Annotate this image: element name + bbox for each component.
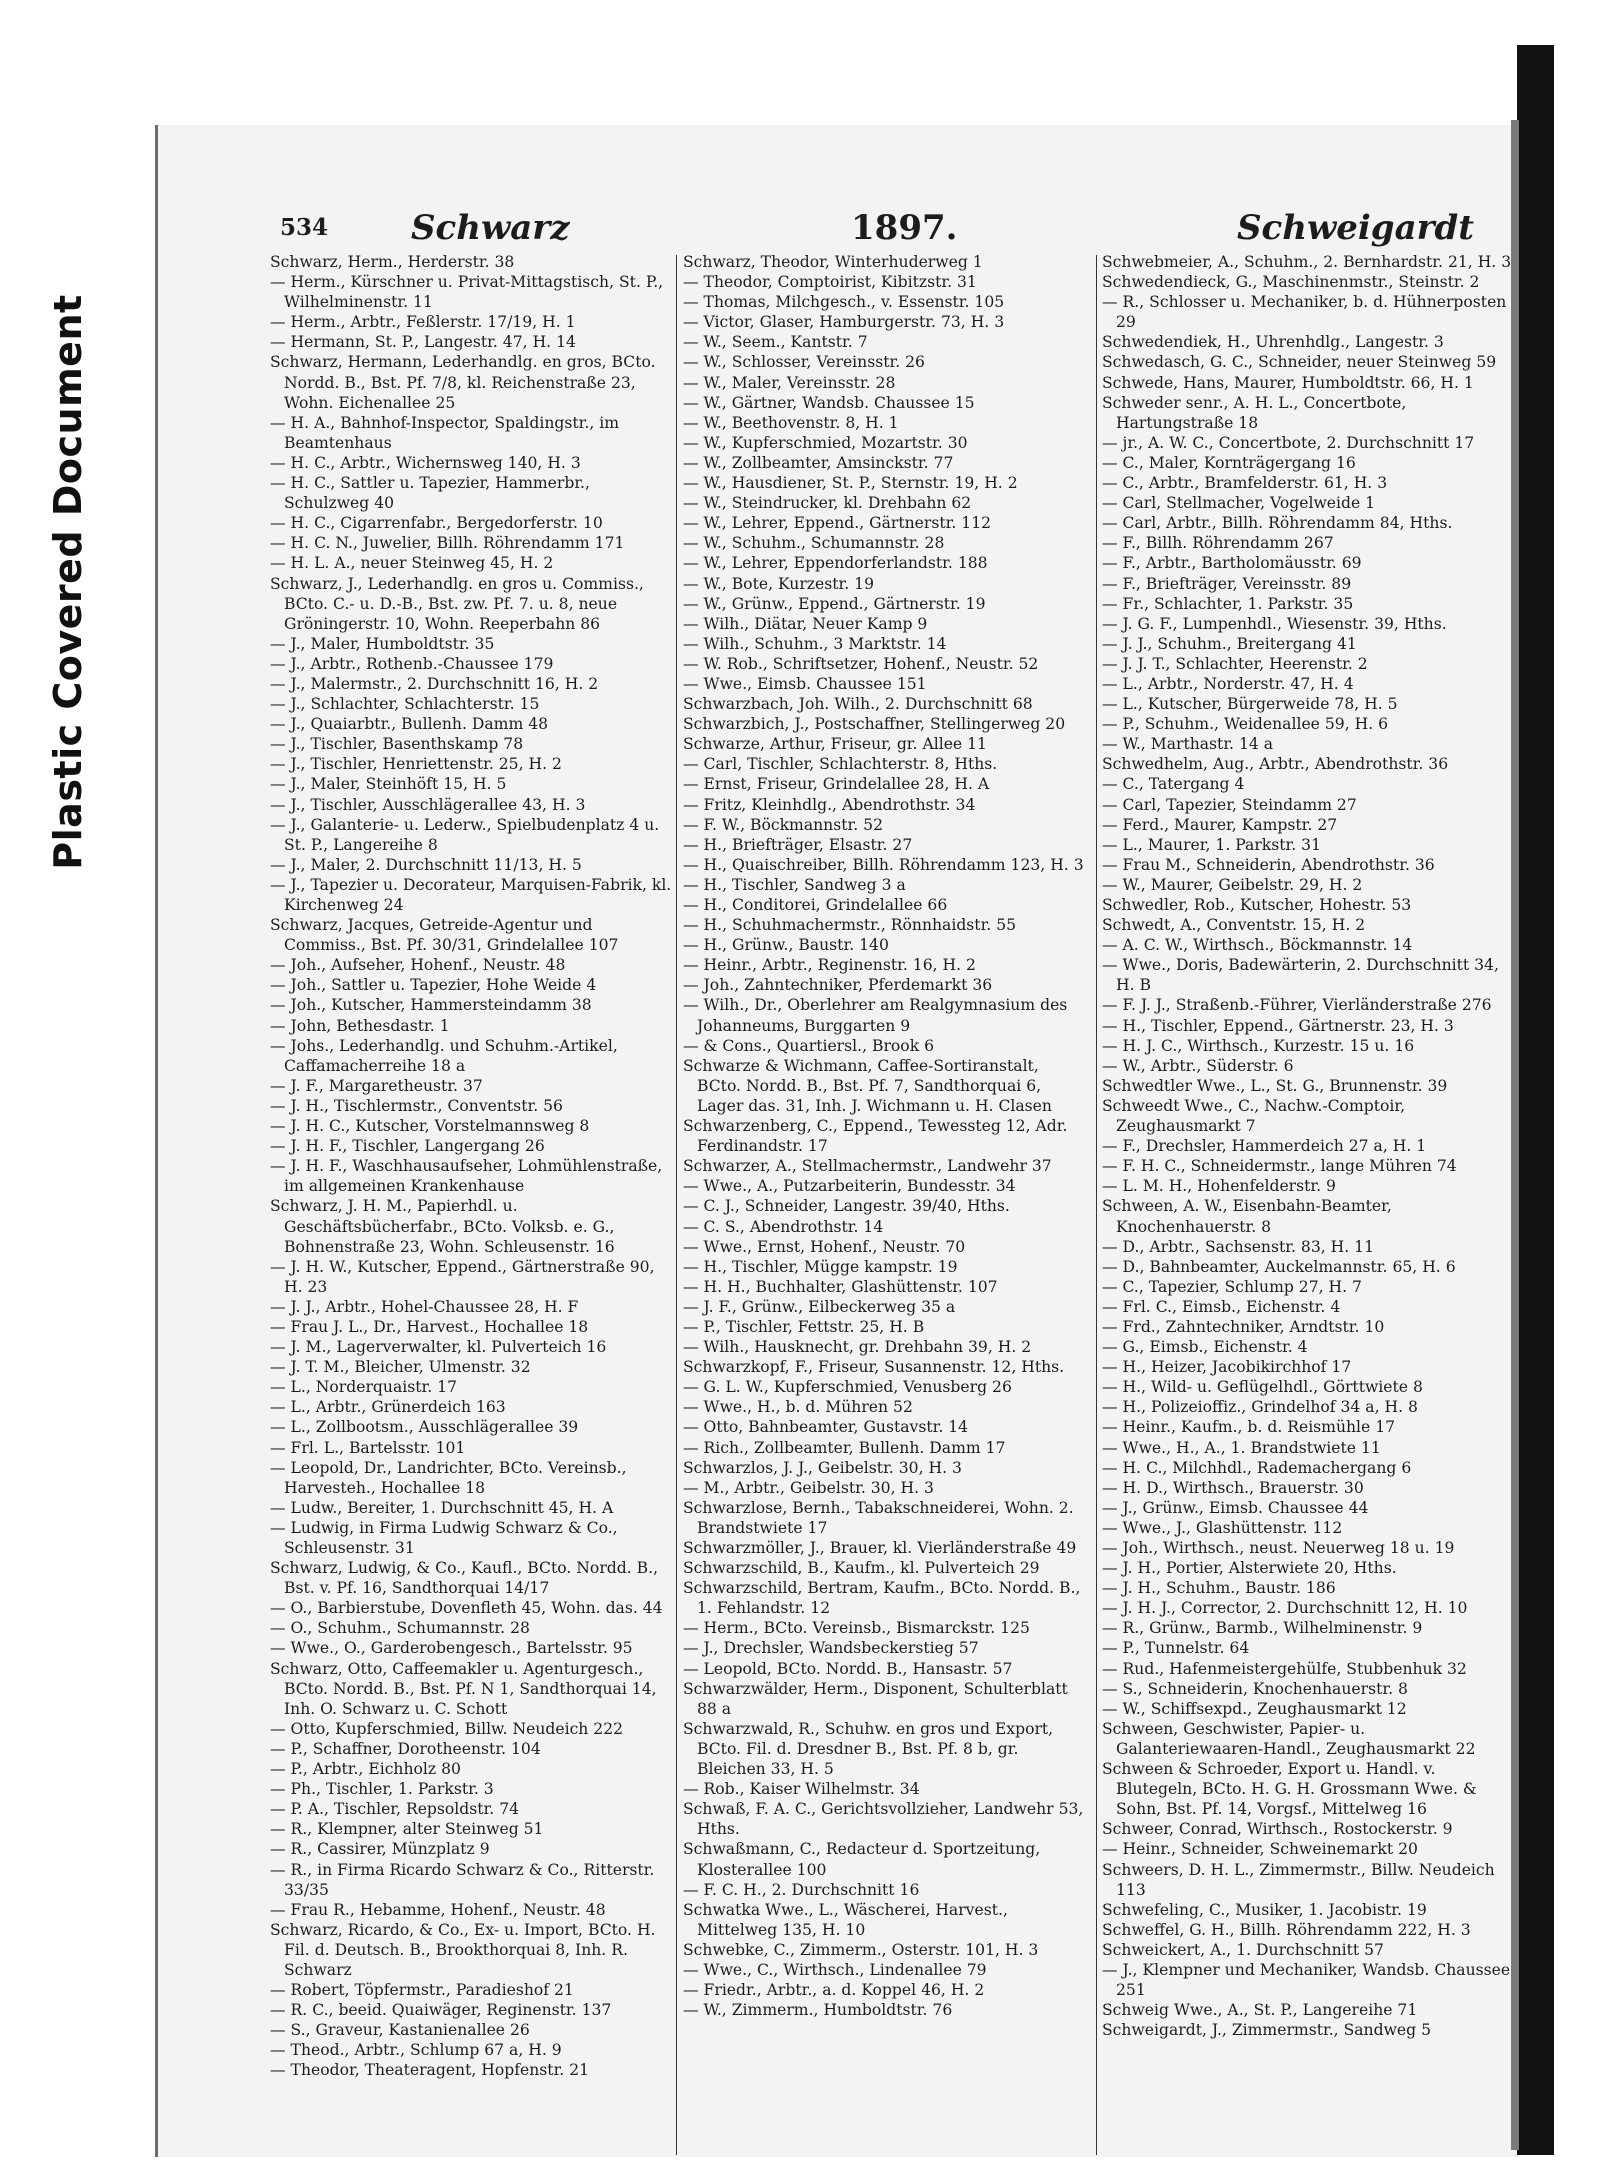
directory-entry: — J., Klempner und Mechaniker, Wandsb. Chaussee 251 — [1102, 1960, 1511, 2000]
directory-entry: — H., Heizer, Jacobikirchhof 17 — [1102, 1358, 1352, 1377]
directory-entry: Schwarz, Ludwig, & Co., Kaufl., BCto. Nordd. B., Bst. v. Pf. 16, Sandthorquai 14/17 — [270, 1559, 659, 1598]
directory-entry: — W., Grünw., Eppend., Gärtnerstr. 19 — [683, 594, 986, 613]
directory-entry: — P., Tischler, Fettstr. 25, H. B — [683, 1317, 925, 1336]
directory-entry: Schwarz, Otto, Caffeemakler u. Agenturgesch., BCto. Nordd. B., Bst. Pf. N 1, Sandthorquai 14, Inh. O. Schwarz u. C. Schott — [270, 1659, 657, 1718]
directory-entry: — Ferd., Maurer, Kampstr. 27 — [1102, 815, 1338, 834]
page-header — [265, 208, 1474, 256]
directory-entry: — R., Schlosser u. Mechaniker, b. d. Hühnerposten 29 — [1102, 293, 1507, 332]
directory-entry: — R. C., beeid. Quaiwäger, Reginenstr. 137 — [270, 2001, 612, 2020]
directory-entry: Schwarz, Jacques, Getreide-Agentur und Commiss., Bst. Pf. 30/31, Grindelallee 107 — [270, 916, 619, 955]
directory-entry: — Joh., Zahntechniker, Pferdemarkt 36 — [683, 976, 993, 995]
directory-entry: Schween, A. W., Eisenbahn-Beamter, Knochenhauerstr. 8 — [1102, 1197, 1392, 1236]
directory-entry: — Wwe., A., Putzarbeiterin, Bundesstr. 34 — [683, 1177, 1016, 1196]
directory-entry: — W., Zollbeamter, Amsinckstr. 77 — [683, 453, 954, 472]
directory-entry: — H. A., Bahnhof-Inspector, Spaldingstr., im Beamtenhaus — [270, 413, 620, 452]
directory-entry: — H., Tischler, Mügge kampstr. 19 — [683, 1257, 958, 1276]
directory-column-2 — [683, 252, 1085, 2020]
directory-entry: Schwarzbach, Joh. Wilh., 2. Durchschnitt 68 — [683, 695, 1033, 714]
directory-entry: — Johs., Lederhandlg. und Schuhm.-Artikel, Caffamacherreihe 18 a — [270, 1036, 618, 1075]
directory-entry: — Robert, Töpfermstr., Paradieshof 21 — [270, 1981, 574, 2000]
directory-entry: Schweer, Conrad, Wirthsch., Rostockerstr. 9 — [1102, 1820, 1453, 1839]
directory-entry: Schweers, D. H. L., Zimmermstr., Billw. Neudeich 113 — [1102, 1860, 1495, 1899]
directory-entry: — Wwe., Eimsb. Chaussee 151 — [683, 674, 927, 693]
directory-entry: Schwedler, Rob., Kutscher, Hohestr. 53 — [1102, 896, 1412, 914]
directory-entry: Schwedendieck, G., Maschinenmstr., Steinstr. 2 — [1102, 273, 1480, 292]
directory-entry: — H. C., Cigarrenfabr., Bergedorferstr. 10 — [270, 514, 603, 533]
directory-entry: — John, Bethesdastr. 1 — [270, 1016, 450, 1035]
directory-entry: — W., Maurer, Geibelstr. 29, H. 2 — [1102, 875, 1363, 894]
directory-entry: — P., Arbtr., Eichholz 80 — [270, 1760, 461, 1779]
directory-entry: — J., Maler, 2. Durchschnitt 11/13, H. 5 — [270, 855, 582, 874]
directory-entry: Schweig Wwe., A., St. P., Langereihe 71 — [1102, 2001, 1418, 2020]
directory-entry: — J. H., Schuhm., Baustr. 186 — [1102, 1579, 1336, 1598]
directory-entry: Schweffel, G. H., Billh. Röhrendamm 222, H. 3 — [1102, 1920, 1471, 1939]
directory-entry: — H., Polizeioffiz., Grindelhof 34 a, H. 8 — [1102, 1398, 1418, 1417]
directory-entry: — J., Arbtr., Rothenb.-Chaussee 179 — [270, 654, 554, 673]
directory-entry: — C., Tapezier, Schlump 27, H. 7 — [1102, 1277, 1362, 1296]
directory-entry: — J., Maler, Humboldtstr. 35 — [270, 634, 495, 653]
directory-entry: — F. H. C., Schneidermstr., lange Mühren 74 — [1102, 1157, 1457, 1176]
directory-entry: — H. H., Buchhalter, Glashüttenstr. 107 — [683, 1277, 998, 1296]
directory-entry: — H., Quaischreiber, Billh. Röhrendamm 123, H. 3 — [683, 855, 1084, 874]
directory-entry: — J. H. C., Kutscher, Vorstelmannsweg 8 — [270, 1117, 590, 1136]
directory-entry: — F., Briefträger, Vereinsstr. 89 — [1102, 574, 1352, 593]
directory-entry: — H., Conditorei, Grindelallee 66 — [683, 896, 948, 914]
directory-entry: Schwarzschild, Bertram, Kaufm., BCto. Nordd. B., 1. Fehlandstr. 12 — [683, 1579, 1081, 1618]
directory-entry: — Heinr., Schneider, Schweinemarkt 20 — [1102, 1840, 1418, 1859]
directory-entry: — Frd., Zahntechniker, Arndtstr. 10 — [1102, 1317, 1385, 1336]
directory-entry: — W., Marthastr. 14 a — [1102, 735, 1274, 754]
directory-entry: — S., Graveur, Kastanienallee 26 — [270, 2021, 530, 2040]
directory-entry: — W., Kupferschmied, Mozartstr. 30 — [683, 433, 968, 452]
directory-entry: — Wwe., O., Garderobengesch., Bartelsstr. 95 — [270, 1639, 633, 1658]
directory-entry: — J., Tapezier u. Decorateur, Marquisen-Fabrik, kl. Kirchenweg 24 — [270, 875, 672, 914]
directory-entry: — J. M., Lagerverwalter, kl. Pulverteich 16 — [270, 1338, 607, 1357]
directory-entry: — J. H., Tischlermstr., Conventstr. 56 — [270, 1096, 563, 1115]
directory-entry: — A. C. W., Wirthsch., Böckmannstr. 14 — [1102, 936, 1413, 955]
directory-entry: — H., Grünw., Baustr. 140 — [683, 936, 889, 955]
directory-entry: — L., Norderquaistr. 17 — [270, 1378, 458, 1397]
directory-entry: — J. H. F., Tischler, Langergang 26 — [270, 1137, 545, 1156]
directory-entry: — Fr., Schlachter, 1. Parkstr. 35 — [1102, 594, 1354, 613]
directory-entry: — W., Seem., Kantstr. 7 — [683, 333, 868, 352]
directory-entry: — Heinr., Arbtr., Reginenstr. 16, H. 2 — [683, 956, 976, 975]
directory-entry: — O., Barbierstube, Dovenfleth 45, Wohn. das. 44 — [270, 1599, 663, 1618]
directory-entry: — W., Gärtner, Wandsb. Chaussee 15 — [683, 393, 975, 412]
right-running-heading: Schweigardt — [1237, 208, 1474, 248]
directory-entry: — H. D., Wirthsch., Brauerstr. 30 — [1102, 1478, 1364, 1497]
directory-entry: — J., Quaiarbtr., Bullenh. Damm 48 — [270, 715, 549, 734]
directory-entry: — M., Arbtr., Geibelstr. 30, H. 3 — [683, 1478, 934, 1497]
directory-entry: — Ludw., Bereiter, 1. Durchschnitt 45, H. A — [270, 1498, 614, 1517]
directory-entry: — Hermann, St. P., Langestr. 47, H. 14 — [270, 333, 576, 352]
directory-entry: — J. G. F., Lumpenhdl., Wiesenstr. 39, Hths. — [1102, 614, 1447, 633]
directory-entry: — Herm., BCto. Vereinsb., Bismarckstr. 125 — [683, 1619, 1030, 1638]
directory-entry: — J. H. J., Corrector, 2. Durchschnitt 12, H. 10 — [1102, 1599, 1468, 1618]
directory-entry: — Joh., Kutscher, Hammersteindamm 38 — [270, 996, 592, 1015]
directory-entry: — J. H. F., Waschhausaufseher, Lohmühlenstraße, im allgemeinen Krankenhause — [270, 1157, 663, 1196]
directory-entry: — Leopold, BCto. Nordd. B., Hansastr. 57 — [683, 1659, 1013, 1678]
directory-entry: Schwarzenberg, C., Eppend., Tewessteg 12, Adr. Ferdinandstr. 17 — [683, 1117, 1068, 1156]
left-running-heading: Schwarz — [411, 208, 570, 248]
directory-entry: Schwedendiek, H., Uhrenhdlg., Langestr. 3 — [1102, 333, 1444, 352]
directory-entry: Schwarz, Hermann, Lederhandlg. en gros, BCto. Nordd. B., Bst. Pf. 7/8, kl. Reichenstraße 23, Wohn. Eichenallee 25 — [270, 353, 656, 412]
directory-entry: — Frl. C., Eimsb., Eichenstr. 4 — [1102, 1297, 1341, 1316]
directory-entry: — F., Arbtr., Bartholomäusstr. 69 — [1102, 554, 1362, 573]
directory-entry: Schwarzwälder, Herm., Disponent, Schulterblatt 88 a — [683, 1679, 1068, 1718]
directory-entry: — F., Drechsler, Hammerdeich 27 a, H. 1 — [1102, 1137, 1427, 1156]
directory-entry: — H., Tischler, Sandweg 3 a — [683, 875, 906, 894]
directory-entry: — Ludwig, in Firma Ludwig Schwarz & Co., Schleusenstr. 31 — [270, 1518, 618, 1557]
directory-entry: — W., Beethovenstr. 8, H. 1 — [683, 413, 899, 432]
directory-entry: — Theod., Arbtr., Schlump 67 a, H. 9 — [270, 2041, 562, 2060]
directory-entry: — Wilh., Diätar, Neuer Kamp 9 — [683, 614, 928, 633]
year-heading: 1897. — [851, 208, 958, 248]
directory-entry: — Joh., Sattler u. Tapezier, Hohe Weide 4 — [270, 976, 597, 995]
directory-entry: — J., Tischler, Ausschlägerallee 43, H. 3 — [270, 795, 586, 814]
directory-entry: — H., Schuhmachermstr., Rönnhaidstr. 55 — [683, 916, 1017, 935]
directory-entry: — L., Arbtr., Norderstr. 47, H. 4 — [1102, 674, 1354, 693]
directory-entry: — R., in Firma Ricardo Schwarz & Co., Ritterstr. 33/35 — [270, 1860, 655, 1899]
directory-entry: — H. L. A., neuer Steinweg 45, H. 2 — [270, 554, 554, 573]
directory-entry: — C. J., Schneider, Langestr. 39/40, Hths. — [683, 1197, 1010, 1216]
directory-entry: Schwaßmann, C., Redacteur d. Sportzeitung, Klosterallee 100 — [683, 1840, 1041, 1879]
directory-entry: — Frau J. L., Dr., Harvest., Hochallee 18 — [270, 1317, 589, 1336]
directory-entry: Schwarz, Theodor, Winterhuderweg 1 — [683, 253, 983, 271]
directory-entry: Schwarz, J., Lederhandlg. en gros u. Commiss., BCto. C.- u. D.-B., Bst. zw. Pf. 7. u. 8, neue Gröningerstr. 10, Wohn. Reeperbahn 86 — [270, 574, 644, 633]
directory-entry: — Wilh., Hausknecht, gr. Drehbahn 39, H. 2 — [683, 1338, 1032, 1357]
directory-entry: Schwarze, Arthur, Friseur, gr. Allee 11 — [683, 735, 987, 754]
page-number: 534 — [280, 214, 329, 241]
directory-entry: Schweedt Wwe., C., Nachw.-Comptoir, Zeughausmarkt 7 — [1102, 1096, 1406, 1136]
directory-entry: — W., Schuhm., Schumannstr. 28 — [683, 534, 945, 553]
directory-entry: — J. H., Portier, Alsterwiete 20, Hths. — [1102, 1559, 1397, 1578]
directory-entry: — Carl, Tischler, Schlachterstr. 8, Hths. — [683, 755, 998, 774]
directory-entry: — Frl. L., Bartelsstr. 101 — [270, 1438, 466, 1457]
directory-entry: Schwarzlos, J. J., Geibelstr. 30, H. 3 — [683, 1458, 962, 1477]
directory-entry: — R., Grünw., Barmb., Wilhelminenstr. 9 — [1102, 1619, 1423, 1638]
directory-entry: — Friedr., Arbtr., a. d. Koppel 46, H. 2 — [683, 1981, 985, 2000]
directory-entry: — Otto, Bahnbeamter, Gustavstr. 14 — [683, 1418, 969, 1437]
directory-entry: — Wwe., H., b. d. Mühren 52 — [683, 1398, 913, 1417]
directory-entry: — W. Rob., Schriftsetzer, Hohenf., Neustr. 52 — [683, 654, 1039, 673]
directory-entry: — S., Schneiderin, Knochenhauerstr. 8 — [1102, 1679, 1408, 1698]
directory-entry: — Victor, Glaser, Hamburgerstr. 73, H. 3 — [683, 313, 1005, 332]
directory-entry: — L., Kutscher, Bürgerweide 78, H. 5 — [1102, 695, 1398, 714]
directory-entry: — J., Drechsler, Wandsbeckerstieg 57 — [683, 1639, 979, 1658]
directory-entry: — J., Schlachter, Schlachterstr. 15 — [270, 695, 540, 714]
directory-entry: — C., Arbtr., Bramfelderstr. 61, H. 3 — [1102, 474, 1388, 493]
directory-entry: Schwedhelm, Aug., Arbtr., Abendrothstr. 36 — [1102, 755, 1449, 774]
directory-entry: — W., Schlosser, Vereinsstr. 26 — [683, 353, 925, 372]
directory-entry: Schwarzwald, R., Schuhw. en gros und Export, BCto. Fil. d. Dresdner B., Bst. Pf. 8 b, gr. Bleichen 33, H. 5 — [683, 1719, 1054, 1779]
directory-entry: — J. T. M., Bleicher, Ulmenstr. 32 — [270, 1358, 531, 1377]
directory-entry: — F. W., Böckmannstr. 52 — [683, 815, 883, 834]
side-label — [18, 0, 98, 2177]
directory-entry: — Ernst, Friseur, Grindelallee 28, H. A — [683, 775, 990, 794]
directory-entry: — R., Cassirer, Münzplatz 9 — [270, 1840, 490, 1859]
directory-entry: — Wilh., Dr., Oberlehrer am Realgymnasium des Johanneums, Burggarten 9 — [683, 996, 1068, 1035]
directory-entry: — Fritz, Kleinhdlg., Abendrothstr. 34 — [683, 795, 976, 814]
directory-entry: Schwarz, J. H. M., Papierhdl. u. Geschäftsbücherfabr., BCto. Volksb. e. G., Bohnenstraße 23, Wohn. Schleusenstr. 16 — [270, 1197, 615, 1256]
directory-entry: — Thomas, Milchgesch., v. Essenstr. 105 — [683, 293, 1005, 312]
directory-entry: Schweder senr., A. H. L., Concertbote, Hartungstraße 18 — [1102, 393, 1407, 432]
directory-entry: — J., Maler, Steinhöft 15, H. 5 — [270, 775, 507, 794]
book-spine — [1517, 45, 1554, 2155]
directory-entry: — P., Tunnelstr. 64 — [1102, 1639, 1250, 1658]
directory-entry: — H., Briefträger, Elsastr. 27 — [683, 835, 913, 854]
directory-entry: Schwarzmöller, J., Brauer, kl. Vierländerstraße 49 — [683, 1539, 1077, 1557]
directory-entry: Schweickert, A., 1. Durchschnitt 57 — [1102, 1940, 1384, 1959]
directory-entry: — R., Klempner, alter Steinweg 51 — [270, 1820, 544, 1839]
directory-entry: — J. J., Schuhm., Breitergang 41 — [1102, 634, 1357, 653]
directory-entry: — Rob., Kaiser Wilhelmstr. 34 — [683, 1780, 920, 1799]
directory-entry: — L., Maurer, 1. Parkstr. 31 — [1102, 835, 1322, 854]
directory-entry: — H., Wild- u. Geflügelhdl., Görttwiete 8 — [1102, 1378, 1423, 1397]
directory-column-1 — [270, 252, 672, 2081]
directory-entry: Schwede, Hans, Maurer, Humboldtstr. 66, H. 1 — [1102, 373, 1474, 392]
directory-entry: — & Cons., Quartiersl., Brook 6 — [683, 1036, 935, 1055]
directory-entry: — H. C., Sattler u. Tapezier, Hammerbr., Schulzweg 40 — [270, 474, 590, 513]
directory-entry: — Frau R., Hebamme, Hohenf., Neustr. 48 — [270, 1900, 606, 1919]
directory-entry: — Ph., Tischler, 1. Parkstr. 3 — [270, 1780, 494, 1799]
directory-entry: Schwarzschild, B., Kaufm., kl. Pulverteich 29 — [683, 1559, 1040, 1578]
directory-entry: — Otto, Kupferschmied, Billw. Neudeich 222 — [270, 1719, 624, 1738]
directory-entry: — W., Maler, Vereinsstr. 28 — [683, 373, 896, 392]
directory-entry: — W., Steindrucker, kl. Drehbahn 62 — [683, 494, 972, 513]
directory-entry: — Rud., Hafenmeistergehülfe, Stubbenhuk 32 — [1102, 1659, 1467, 1678]
directory-entry: — Herm., Arbtr., Feßlerstr. 17/19, H. 1 — [270, 313, 576, 332]
directory-entry: — W., Lehrer, Eppendorferlandstr. 188 — [683, 554, 988, 573]
directory-entry: — C. S., Abendrothstr. 14 — [683, 1217, 884, 1236]
directory-entry: — H. C., Arbtr., Wichernsweg 140, H. 3 — [270, 453, 581, 472]
directory-entry: — L., Zollbootsm., Ausschlägerallee 39 — [270, 1418, 579, 1437]
directory-entry: Schwarzkopf, F., Friseur, Susannenstr. 12, Hths. — [683, 1358, 1065, 1377]
directory-entry: Schween & Schroeder, Export u. Handl. v. Blutegeln, BCto. H. G. H. Grossmann Wwe. & Sohn, Bst. Pf. 14, Vorgsf., Mittelweg 16 — [1102, 1760, 1477, 1819]
directory-entry: — D., Arbtr., Sachsenstr. 83, H. 11 — [1102, 1237, 1375, 1256]
directory-entry: — F., Billh. Röhrendamm 267 — [1102, 534, 1334, 553]
directory-entry: Schwarz, Ricardo, & Co., Ex- u. Import, BCto. H. Fil. d. Deutsch. B., Brookthorquai 8, Inh. R. Schwarz — [270, 1920, 656, 1979]
directory-entry: — Wilh., Schuhm., 3 Marktstr. 14 — [683, 634, 947, 653]
directory-entry: — W., Arbtr., Süderstr. 6 — [1102, 1056, 1294, 1075]
directory-entry: — W., Zimmerm., Humboldtstr. 76 — [683, 2001, 953, 2020]
directory-entry: — C., Maler, Kornträgergang 16 — [1102, 453, 1356, 472]
directory-entry: — J., Tischler, Henriettenstr. 25, H. 2 — [270, 755, 562, 774]
directory-entry: — Heinr., Kaufm., b. d. Reismühle 17 — [1102, 1418, 1396, 1437]
directory-entry: — Frau M., Schneiderin, Abendrothstr. 36 — [1102, 855, 1435, 874]
directory-entry: Schwarzer, A., Stellmachermstr., Landwehr 37 — [683, 1157, 1052, 1176]
directory-entry: — J., Tischler, Basenthskamp 78 — [270, 735, 524, 754]
directory-entry: — J., Grünw., Eimsb. Chaussee 44 — [1102, 1498, 1369, 1517]
directory-entry: — Wwe., Ernst, Hohenf., Neustr. 70 — [683, 1237, 966, 1256]
directory-entry: — H., Tischler, Eppend., Gärtnerstr. 23, H. 3 — [1102, 1016, 1454, 1035]
directory-entry: Schwedasch, G. C., Schneider, neuer Steinweg 59 — [1102, 353, 1497, 372]
directory-entry: — G. L. W., Kupferschmied, Venusberg 26 — [683, 1378, 1012, 1397]
directory-entry: — Herm., Kürschner u. Privat-Mittagstisch, St. P., Wilhelminenstr. 11 — [270, 273, 664, 312]
directory-entry: — Carl, Tapezier, Steindamm 27 — [1102, 795, 1357, 814]
directory-entry: — J. F., Margaretheustr. 37 — [270, 1076, 483, 1095]
directory-entry: — Carl, Stellmacher, Vogelweide 1 — [1102, 494, 1376, 513]
directory-entry: Schwarze & Wichmann, Caffee-Sortiranstalt, BCto. Nordd. B., Bst. Pf. 7, Sandthorquai 6, Lager das. 31, Inh. J. Wichmann u. H. Clasen — [683, 1056, 1052, 1115]
directory-entry: Schwarzbich, J., Postschaffner, Stellingerweg 20 — [683, 715, 1066, 734]
directory-entry: Schwaß, F. A. C., Gerichtsvollzieher, Landwehr 53, Hths. — [683, 1800, 1084, 1839]
directory-entry: — Joh., Wirthsch., neust. Neuerweg 18 u. 19 — [1102, 1539, 1455, 1557]
directory-entry: — P., Schuhm., Weidenallee 59, H. 6 — [1102, 715, 1389, 734]
directory-entry: — W., Hausdiener, St. P., Sternstr. 19, H. 2 — [683, 474, 1018, 493]
directory-entry: — W., Schiffsexpd., Zeughausmarkt 12 — [1102, 1699, 1407, 1718]
directory-entry: — Joh., Aufseher, Hohenf., Neustr. 48 — [270, 956, 566, 975]
column-divider — [676, 255, 677, 2155]
directory-column-3 — [1102, 252, 1512, 2040]
side-label-text: Plastic Covered Document — [46, 294, 90, 870]
directory-entry: — J., Malermstr., 2. Durchschnitt 16, H. 2 — [270, 674, 599, 693]
directory-entry: — W., Lehrer, Eppend., Gärtnerstr. 112 — [683, 514, 992, 533]
directory-entry: — Rich., Zollbeamter, Bullenh. Damm 17 — [683, 1438, 1006, 1457]
directory-entry: — Theodor, Comptoirist, Kibitzstr. 31 — [683, 273, 977, 292]
directory-entry: — J. H. W., Kutscher, Eppend., Gärtnerstraße 90, H. 23 — [270, 1257, 655, 1296]
directory-entry: Schwebke, C., Zimmerm., Osterstr. 101, H. 3 — [683, 1940, 1039, 1959]
directory-entry: — Theodor, Theateragent, Hopfenstr. 21 — [270, 2061, 590, 2080]
directory-entry: — O., Schuhm., Schumannstr. 28 — [270, 1619, 530, 1638]
directory-entry: — Wwe., J., Glashüttenstr. 112 — [1102, 1518, 1343, 1537]
directory-entry: — Wwe., H., A., 1. Brandstwiete 11 — [1102, 1438, 1381, 1457]
directory-entry: — Carl, Arbtr., Billh. Röhrendamm 84, Hths. — [1102, 514, 1453, 533]
column-divider — [1096, 255, 1097, 2155]
directory-entry: — J. F., Grünw., Eilbeckerweg 35 a — [683, 1297, 956, 1316]
directory-entry: — L., Arbtr., Grünerdeich 163 — [270, 1398, 506, 1417]
directory-entry: — jr., A. W. C., Concertbote, 2. Durchschnitt 17 — [1102, 433, 1475, 452]
directory-entry: — Leopold, Dr., Landrichter, BCto. Vereinsb., Harvestеh., Hochallee 18 — [270, 1458, 627, 1497]
book-spine-edge — [1511, 120, 1519, 2150]
directory-entry: Schwedtler Wwe., L., St. G., Brunnenstr. 39 — [1102, 1076, 1448, 1095]
directory-entry: Schwebmeier, A., Schuhm., 2. Bernhardstr. 21, H. 3 — [1102, 253, 1512, 271]
directory-entry: — C., Tatergang 4 — [1102, 775, 1245, 794]
directory-entry: Schwarz, Herm., Herderstr. 38 — [270, 253, 515, 271]
directory-entry: — P. A., Tischler, Repsoldstr. 74 — [270, 1800, 520, 1819]
directory-entry: Schween, Geschwister, Papier- u. Galanteriewaaren-Handl., Zeughausmarkt 22 — [1102, 1719, 1476, 1758]
directory-entry: — P., Schaffner, Dorotheenstr. 104 — [270, 1739, 541, 1758]
directory-entry: Schwatka Wwe., L., Wäscherei, Harvest., Mittelweg 135, H. 10 — [683, 1900, 1008, 1939]
directory-entry: — H. C., Milchhdl., Rademachergang 6 — [1102, 1458, 1412, 1477]
directory-entry: — F. C. H., 2. Durchschnitt 16 — [683, 1880, 920, 1899]
directory-entry: — J. J. T., Schlachter, Heerenstr. 2 — [1102, 654, 1368, 673]
directory-entry: — G., Eimsb., Eichenstr. 4 — [1102, 1338, 1308, 1357]
directory-entry: Schwefeling, C., Musiker, 1. Jacobistr. 19 — [1102, 1900, 1427, 1919]
directory-entry: — Wwe., C., Wirthsch., Lindenallee 79 — [683, 1960, 987, 1979]
directory-entry: Schweigardt, J., Zimmermstr., Sandweg 5 — [1102, 2021, 1432, 2040]
directory-entry: — H. C. N., Juwelier, Billh. Röhrendamm 171 — [270, 534, 625, 553]
directory-entry: Schwarzlose, Bernh., Tabakschneiderei, Wohn. 2. Brandstwiete 17 — [683, 1498, 1074, 1537]
directory-entry: — F. J. J., Straßenb.-Führer, Vierländerstraße 276 — [1102, 996, 1492, 1015]
directory-entry: — H. J. C., Wirthsch., Kurzestr. 15 u. 16 — [1102, 1036, 1415, 1055]
directory-entry: — Wwe., Doris, Badewärterin, 2. Durchschnitt 34, H. B — [1102, 956, 1499, 995]
directory-entry: — D., Bahnbeamter, Auckelmannstr. 65, H. 6 — [1102, 1257, 1456, 1276]
directory-entry: — L. M. H., Hohenfelderstr. 9 — [1102, 1177, 1336, 1196]
directory-entry: — J. J., Arbtr., Hohel-Chaussee 28, H. F — [270, 1297, 579, 1316]
directory-entry: — J., Galanterie- u. Lederw., Spielbudenplatz 4 u. St. P., Langereihe 8 — [270, 815, 660, 854]
directory-entry: — W., Bote, Kurzestr. 19 — [683, 574, 874, 593]
directory-entry: Schwedt, A., Conventstr. 15, H. 2 — [1102, 916, 1366, 935]
